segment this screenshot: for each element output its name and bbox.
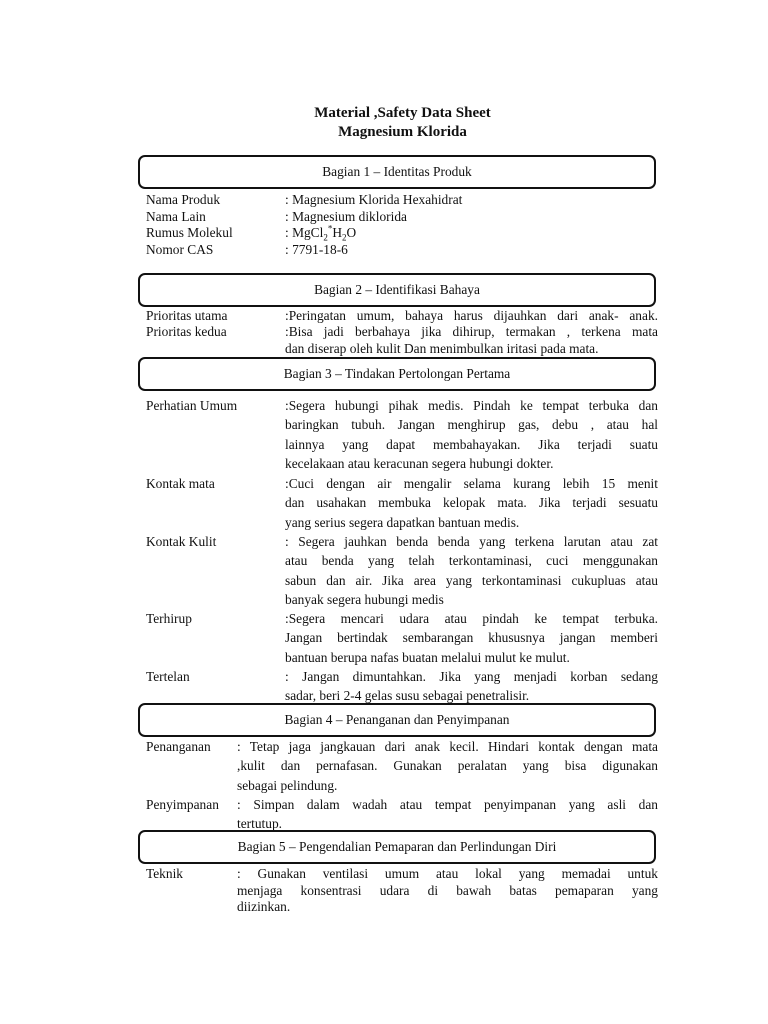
- row-label: Kontak Kulit: [146, 534, 217, 549]
- section-5-heading: Bagian 5 – Pengendalian Pemaparan dan Perlindungan Diri: [138, 830, 656, 864]
- row-value: : Tetap jaga jangkauan dari anak kecil. Hindari kontak dengan mata ,kulit dan pernafasan. Gunakan peralatan yang bisa digunakan sebagai pelindung.: [237, 739, 658, 793]
- row-value: : Jangan dimuntahkan. Jika yang menjadi korban sedang sadar, beri 2-4 gelas susu sebagai penetralisir.: [285, 669, 658, 704]
- row-label: Prioritas kedua: [146, 324, 227, 339]
- row-value: :Cuci dengan air mengalir selama kurang lebih 15 menit dan usahakan membuka kelopak mata. Jika terjadi sesuatu yang serius segera dapatkan bantuan medis.: [285, 476, 658, 530]
- row-label: Prioritas utama: [146, 308, 228, 323]
- section-1-heading: Bagian 1 – Identitas Produk: [138, 155, 656, 189]
- row-value: : Magnesium diklorida: [285, 209, 407, 224]
- row-kontak-mata: [146, 474, 658, 532]
- row-value: : Simpan dalam wadah atau tempat penyimpanan yang asli dan tertutup.: [237, 797, 658, 832]
- row-value: : Segera jauhkan benda benda yang terkena larutan atau zat atau benda yang telah terkontaminasi, cuci menggunakan sabun dan air. Jika area yang terkontaminasi cukupluas atau banyak segera hubungi medis: [285, 534, 658, 607]
- section-2-heading: Bagian 2 – Identifikasi Bahaya: [138, 273, 656, 307]
- row-penanganan: [146, 737, 658, 795]
- row-value: : Magnesium Klorida Hexahidrat: [285, 192, 463, 207]
- row-teknik: [146, 866, 658, 918]
- row-label: Teknik: [146, 866, 183, 881]
- row-label: Terhirup: [146, 611, 192, 626]
- document-subtitle: Magnesium Klorida: [338, 124, 467, 140]
- row-label: Nomor CAS: [146, 242, 214, 257]
- row-label: Rumus Molekul: [146, 225, 233, 240]
- row-value: :Bisa jadi berbahaya jika dihirup, termakan , terkena mata dan diserap oleh kulit Dan menimbulkan iritasi pada mata.: [285, 324, 658, 356]
- row-value: :Peringatan umum, bahaya harus dijauhkan dari anak- anak.: [285, 308, 658, 323]
- row-tertelan: [146, 667, 658, 706]
- section-3-heading: Bagian 3 – Tindakan Pertolongan Pertama: [138, 357, 656, 391]
- row-label: Tertelan: [146, 669, 190, 684]
- row-value: : 7791-18-6: [285, 242, 348, 257]
- row-value: :Segera hubungi pihak medis. Pindah ke tempat terbuka dan baringkan tubuh. Jangan menghirup gas, debu , atau hal lainnya yang dapat membahayakan. Jika terjadi suatu kecelakaan atau keracunan segera hubungi dokter.: [285, 398, 658, 471]
- row-penyimpanan: [146, 795, 658, 834]
- row-kontak-kulit: [146, 532, 658, 610]
- row-label: Nama Produk: [146, 192, 221, 207]
- row-prioritas-kedua: [146, 324, 658, 358]
- row-label: Nama Lain: [146, 209, 206, 224]
- row-value: :Segera mencari udara atau pindah ke tempat terbuka. Jangan bertindak sembarangan khususnya jangan memberi bantuan berupa nafas buatan melalui mulut ke mulut.: [285, 611, 658, 665]
- row-nomor-cas: [146, 240, 658, 259]
- document-title: Material ,Safety Data Sheet: [314, 105, 491, 121]
- row-label: Kontak mata: [146, 476, 215, 491]
- row-value: : Gunakan ventilasi umum atau lokal yang memadai untuk menjaga konsentrasi udara di bawah batas pemaparan yang diizinkan.: [237, 866, 658, 914]
- row-terhirup: [146, 609, 658, 667]
- row-label: Penyimpanan: [146, 797, 219, 812]
- row-label: Penanganan: [146, 739, 211, 754]
- row-label: Perhatian Umum: [146, 398, 238, 413]
- section-4-heading: Bagian 4 – Penanganan dan Penyimpanan: [138, 703, 656, 737]
- chemical-formula: : $MgCl_2^*H_2O$: [285, 223, 357, 243]
- row-perhatian-umum: [146, 396, 658, 474]
